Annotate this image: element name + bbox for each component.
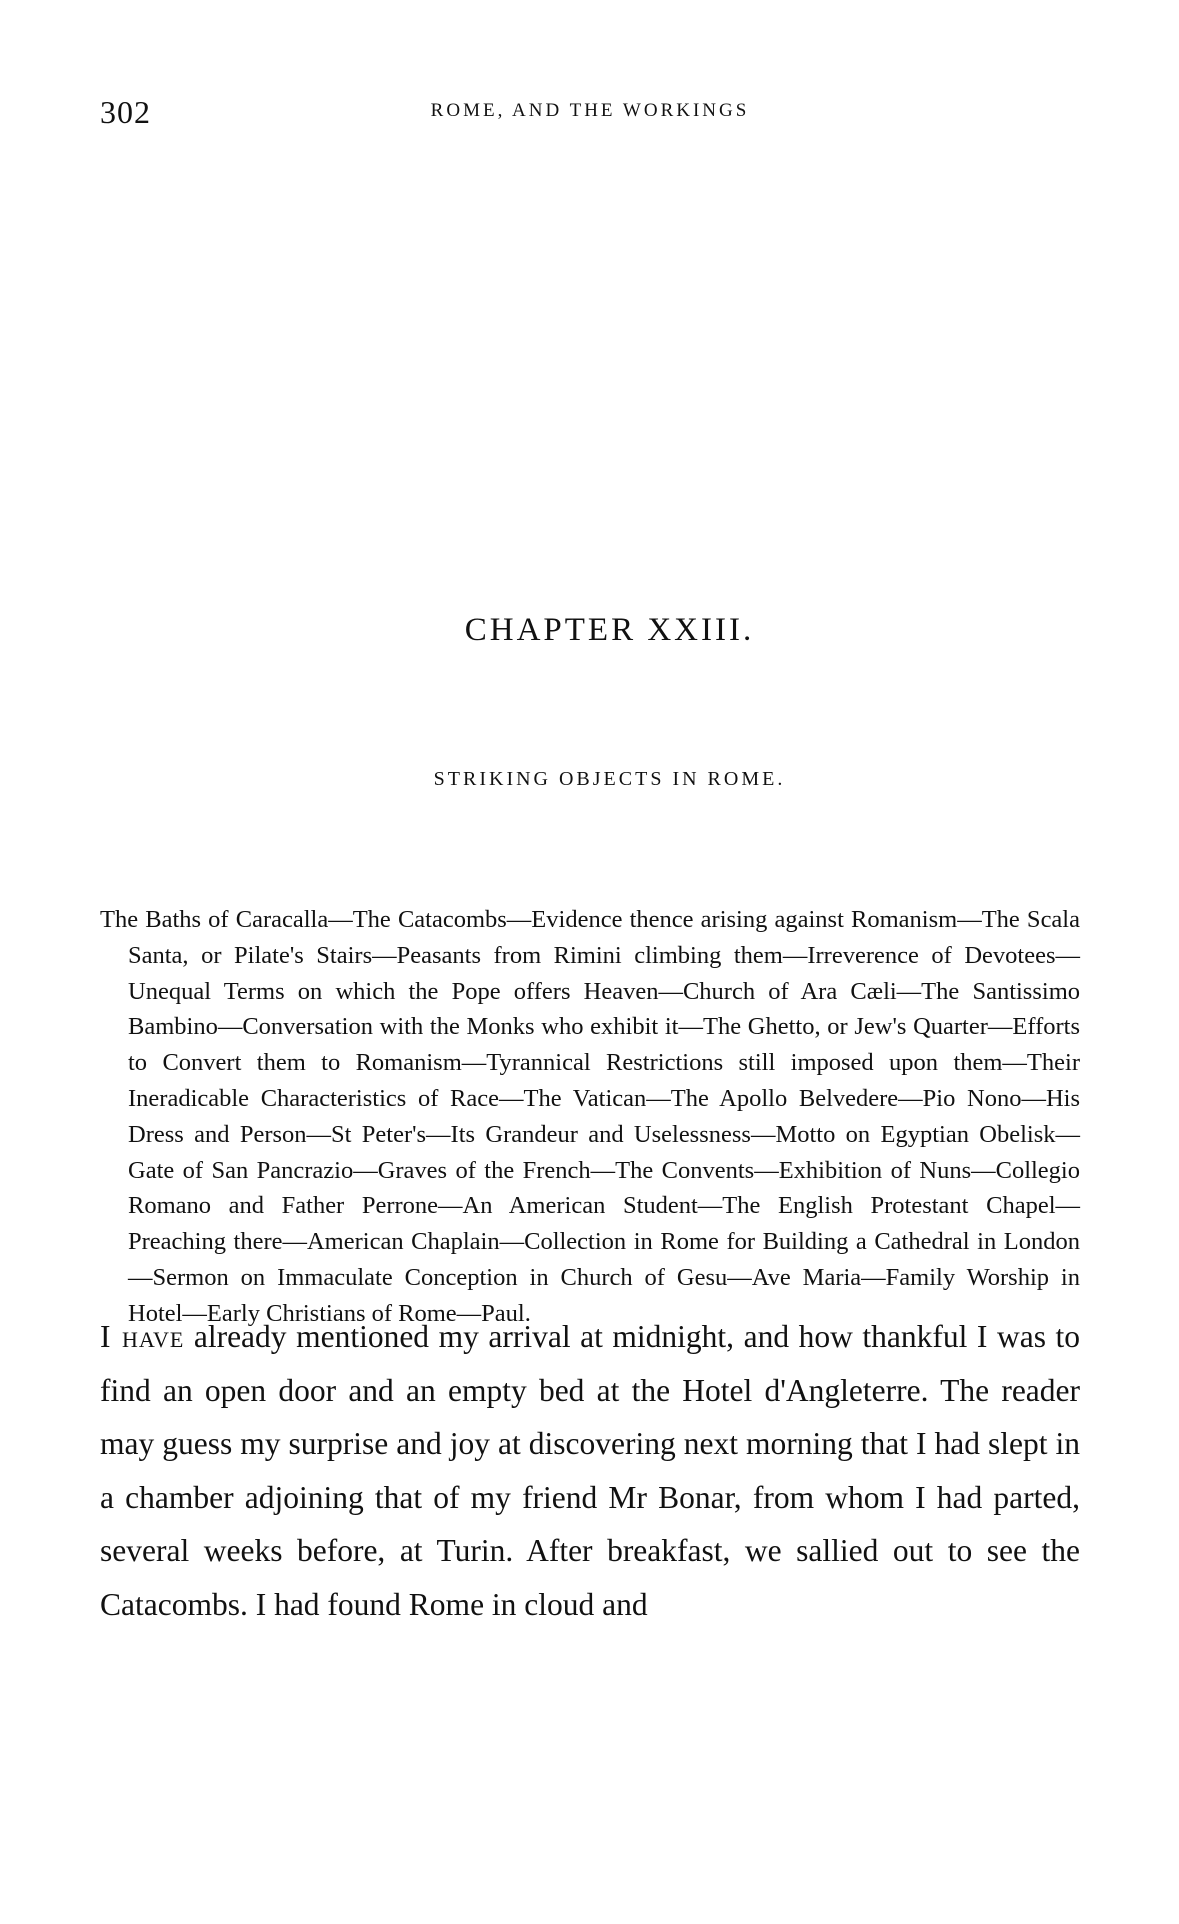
page-number: 302 [100, 94, 151, 130]
opening-small-caps: I have [100, 1319, 185, 1354]
chapter-title: CHAPTER XXIII. [464, 612, 755, 648]
paragraph-text: already mentioned my arrival at midnight, and how thankful I was to find an open door and an empty bed at the Hotel d'Angleterre. The reader may guess my surprise and joy at discovering next morning that I had slept in a chamber adjoining that of my friend Mr Bonar, from whom I had parted, several weeks before, at Turin. After breakfast, we sallied out to see the Catacombs. I had found Rome in cloud and [100, 1319, 1080, 1622]
chapter-subtitle: STRIKING OBJECTS IN ROME. [433, 768, 786, 790]
running-head: ROME, AND THE WORKINGS [430, 100, 750, 121]
body-paragraph [100, 1310, 1080, 1631]
chapter-synopsis: The Baths of Caracalla—The Catacombs—Evidence thence arising against Romanism—The Scala Santa, or Pilate's Stairs—Peasants from Rimini climbing them—Irreverence of Devotees—Unequal Terms on which the Pope offers Heaven—Church of Ara Cæli—The Santissimo Bambino—Conversation with the Monks who exhibit it—The Ghetto, or Jew's Quarter—Efforts to Convert them to Romanism—Tyrannical Restrictions still imposed upon them—Their Ineradicable Characteristics of Race—The Vatican—The Apollo Belvedere—Pio Nono—His Dress and Person—St Peter's—Its Grandeur and Uselessness—Motto on Egyptian Obelisk—Gate of San Pancrazio—Graves of the French—The Convents—Exhibition of Nuns—Collegio Romano and Father Perrone—An American Student—The English Protestant Chapel—Preaching there—American Chaplain—Collection in Rome for Building a Cathedral in London—Sermon on Immaculate Conception in Church of Gesu—Ave Maria—Family Worship in Hotel—Early Christians of Rome—Paul. [100, 906, 1080, 1327]
